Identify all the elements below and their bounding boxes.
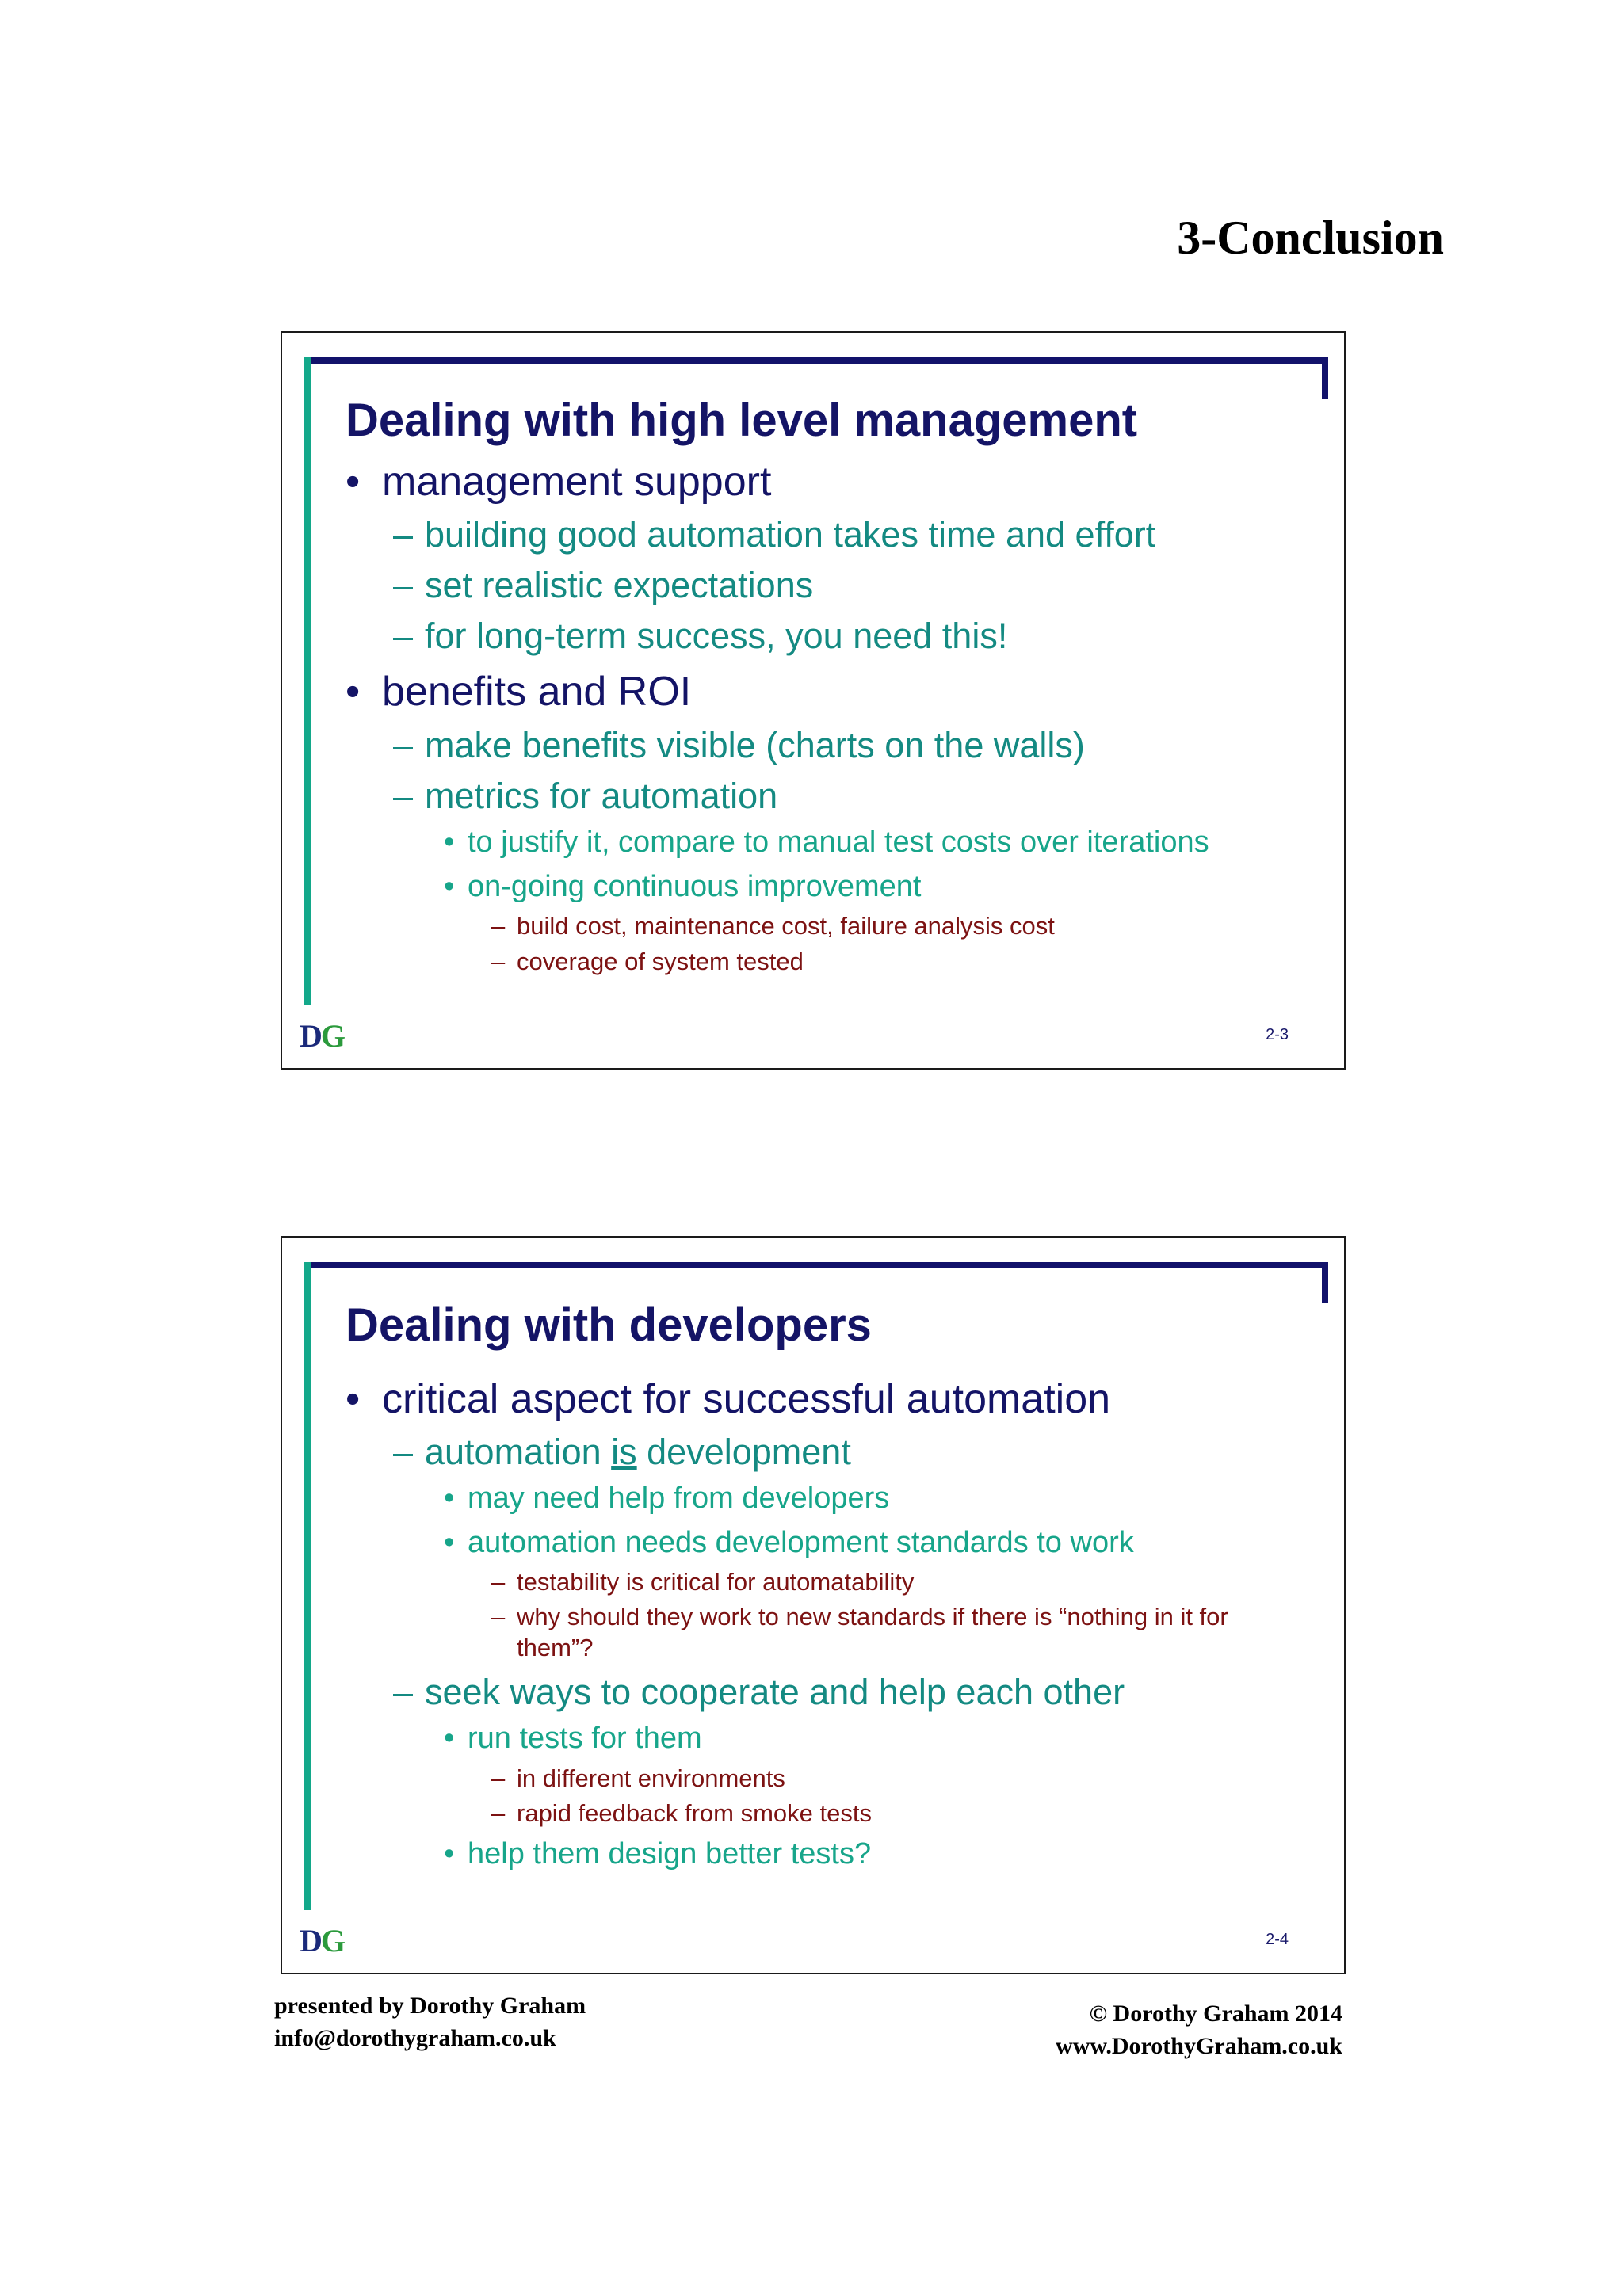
page-title: 3-Conclusion	[1177, 212, 1444, 264]
bullet-level-2: – for long-term success, you need this!	[393, 615, 1296, 658]
dg-logo: DG	[300, 1923, 345, 1958]
slide-number: 2-4	[1266, 1931, 1289, 1948]
underlined-word: is	[611, 1432, 637, 1473]
bullet-level-2: – make benefits visible (charts on the walls)	[393, 724, 1296, 767]
footer-copyright-text: © Dorothy Graham 2014	[1089, 2000, 1342, 2027]
slide-content	[346, 1299, 1296, 1878]
slide-title: Dealing with high level management	[346, 395, 1138, 446]
bullet-level-1: • critical aspect for successful automation	[346, 1376, 1296, 1424]
footer-email: info@dorothygraham.co.uk	[274, 2024, 556, 2051]
bullet-level-1: • management support	[346, 459, 1296, 506]
bullet-level-4: – why should they work to new standards if there is “nothing in it for them”?	[491, 1602, 1296, 1664]
dg-logo: DG	[300, 1018, 345, 1054]
slide-frame-right	[1322, 1262, 1328, 1303]
footer-presenter	[274, 1990, 586, 2054]
footer-presenter-name: presented by Dorothy Graham	[274, 1993, 586, 2019]
bullet-level-4: – build cost, maintenance cost, failure analysis cost	[491, 910, 1296, 942]
slide-frame-top	[306, 357, 1328, 364]
bullet-level-3: • may need help from developers	[444, 1480, 1296, 1518]
slide-frame-left	[304, 1262, 311, 1910]
slide-frame-left	[304, 357, 311, 1005]
slide-title: Dealing with developers	[346, 1299, 872, 1351]
footer-website: www.DorothyGraham.co.uk	[1056, 2032, 1342, 2059]
slide-number: 2-3	[1266, 1026, 1289, 1043]
bullet-level-1: • benefits and ROI	[346, 669, 1296, 716]
bullet-level-2: – set realistic expectations	[393, 564, 1296, 607]
bullet-level-2: – automation is development	[393, 1431, 1296, 1474]
slide-content	[346, 395, 1296, 981]
slide-frame-right	[1322, 357, 1328, 399]
bullet-level-4: – coverage of system tested	[491, 946, 1296, 978]
bullet-level-3: • help them design better tests?	[444, 1836, 1296, 1874]
bullet-level-4: – in different environments	[491, 1763, 1296, 1794]
slide-developers	[281, 1236, 1346, 1974]
bullet-level-3: • to justify it, compare to manual test costs over iterations	[444, 824, 1296, 862]
bullet-level-4: – testability is critical for automatability	[491, 1566, 1296, 1598]
footer-copyright	[1056, 1998, 1342, 2062]
bullet-level-3: • automation needs development standards to work	[444, 1524, 1296, 1562]
slide-frame-top	[306, 1262, 1328, 1268]
bullet-level-4: – rapid feedback from smoke tests	[491, 1798, 1296, 1829]
slide-management	[281, 331, 1346, 1070]
bullet-level-3: • run tests for them	[444, 1720, 1296, 1758]
bullet-level-2: – building good automation takes time and effort	[393, 513, 1296, 556]
bullet-level-3: • on-going continuous improvement	[444, 868, 1296, 906]
bullet-level-2: – seek ways to cooperate and help each other	[393, 1671, 1296, 1714]
bullet-level-2: – metrics for automation	[393, 775, 1296, 818]
